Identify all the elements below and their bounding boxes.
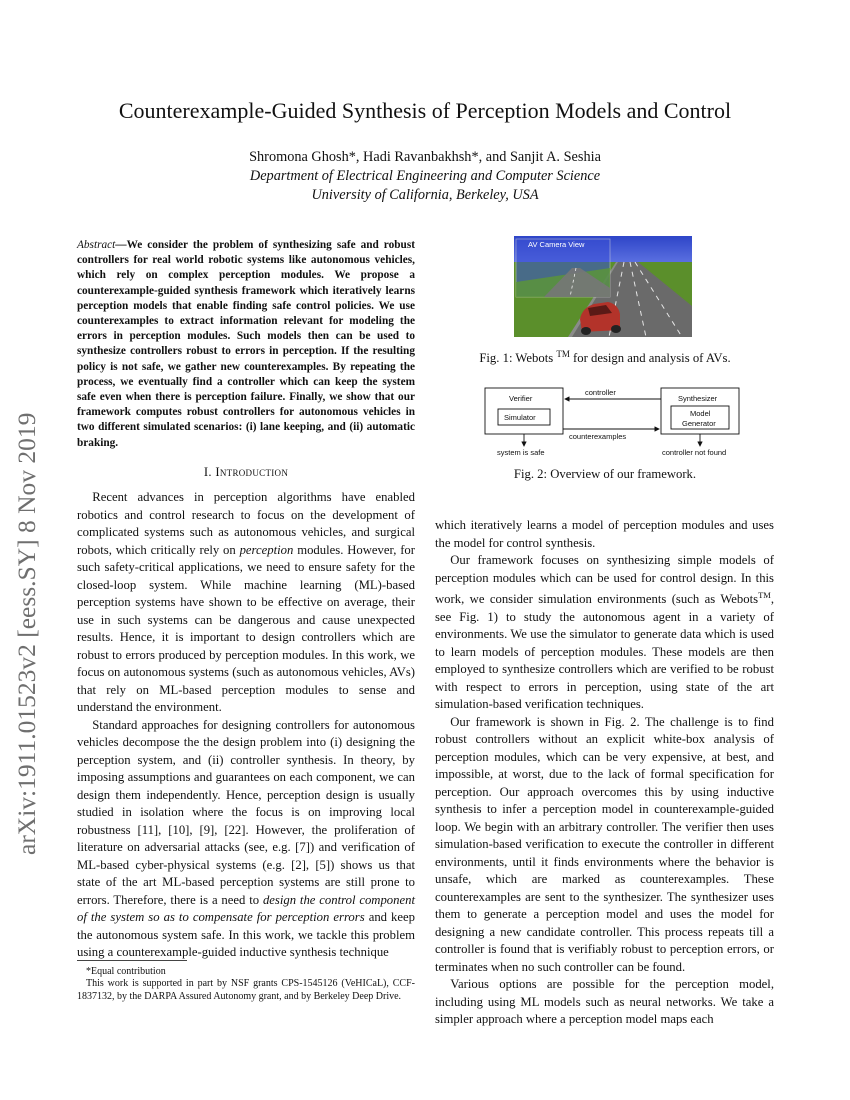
author-list: Shromona Ghosh*, Hadi Ravanbakhsh*, and Sanjit A. Seshia — [249, 149, 601, 165]
camera-view-label: AV Camera View — [528, 240, 585, 249]
paragraph: Recent advances in perception algorithms have enabled robotics and control research to focus on the development of complicated systems such as autonomous vehicles, and surgical robots, which critically rely on perception modules. However, for such safety-critical applications, we need to ensure safety for the closed-loop system. While machine learning (ML)-based perception systems have shown to be effective on average, their use in such systems can be dangerous and cause unexpected results. Hence, it is important to design controllers which are robust to errors produced by perception modules. In this work, we focus on autonomous systems (such as autonomous vehicles, AVs) that rely on ML-based perception modules to sense and understand the environment. — [77, 490, 415, 714]
simulator-label: Simulator — [504, 413, 536, 422]
webots-simulation-image — [514, 236, 692, 337]
section-heading-introduction: I. Introduction — [203, 465, 289, 479]
abstract-lead: Abstract — [77, 239, 116, 251]
footnote: *Equal contribution This work is supported in part by NSF grants CPS-1545126 (VeHICaL), CCF-1837132, by the DARPA Assured Autonomy grant, and by Berkeley Deep Drive. — [77, 966, 415, 1002]
figure2-caption: Fig. 2: Overview of our framework. — [513, 467, 697, 481]
model-generator-label: Model — [690, 409, 711, 418]
verifier-label: Verifier — [509, 394, 533, 403]
paragraph: Various options are possible for the perception model, including using ML models such as neural networks. We take a simpler approach where a perception model maps each — [435, 977, 774, 1027]
system-safe-label: system is safe — [497, 448, 545, 457]
paragraph: Standard approaches for designing controllers for autonomous vehicles decompose the the design problem into (i) designing the perception system, and (ii) controller synthesis. In theory, by imposing assumptions and guarantees on each component, we can design them independently. Hence, perception design is usually studied in isolation where the focus is on improving local robustness [11], [10], [9], [22]. However, the proliferation of literature on adversarial attacks (see, e.g. [7]) and verification of ML-based cyber-physical systems (e.g. [2], [5]) shows us that state of the art ML-based perception systems are still prone to errors. Therefore, there is a need to design the control component of the system so as to compensate for perception errors and keep the autonomous system safe. In this work, we tackle this problem using a counterexample-guided inductive synthesis technique — [77, 717, 415, 959]
counterexamples-arrow-label: counterexamples — [569, 432, 627, 441]
controller-not-found-label: controller not found — [662, 448, 727, 457]
model-generator-label: Generator — [682, 419, 716, 428]
abstract-text: We consider the problem of synthesizing safe and robust controllers for real world robotic systems like autonomous vehicles, which rely on complex perception modules. We propose a counterexample-guided synthesis framework which iteratively learns perception models that enable finding safe control policies. We use counterexamples to extract information relevant for modeling the errors in perception modules. Such models then can be used to synthesize controllers robust to errors in perception. If the resulting policy is not safe, we gather new counterexamples. By repeating the process, we eventually find a controller which can keep the system safe even when there is perception failure. Finally, we show that our framework computes robust controllers for autonomous vehicles in two different simulated scenarios: (i) lane keeping, and (ii) automatic braking. — [77, 239, 415, 449]
figure1-caption: Fig. 1: Webots ™ for design and analysis of AVs. — [479, 349, 731, 366]
paper-title: Counterexample-Guided Synthesis of Perception Models and Control — [118, 98, 732, 123]
footnote-rule — [77, 960, 187, 961]
arxiv-identifier: arXiv:1911.01523v2 [eess.SY] 8 Nov 2019 — [12, 412, 41, 855]
synthesizer-label: Synthesizer — [678, 394, 718, 403]
paragraph: Our framework is shown in Fig. 2. The challenge is to find robust controllers without an explicit white-box analysis of perception modules, which can be very expensive, at best, and impossible, at worst, due to the lack of formal specification for perception. Our approach overcomes this by using inductive synthesis to infer a perception model in counterexample-guided loop. We begin with an arbitrary controller. The verifier then uses simulation-based verification to execute the controller in different environments, until it finds environments where the behavior is unsafe, which are marked as counterexamples. These counterexamples are sent to the synthesizer. The synthesizer uses them to generate a perception model and uses the model for designing a new candidate controller. This process repeats till a controller is found that is verifiably robust to perception errors, or terminates when no such controller can be found. — [435, 714, 774, 974]
paragraph: which iteratively learns a model of perception modules and uses the model for control synthesis. — [435, 518, 774, 550]
affiliation-department: Department of Electrical Engineering and Computer Science — [249, 168, 601, 184]
affiliation-university: University of California, Berkeley, USA — [311, 187, 539, 203]
framework-diagram — [483, 384, 743, 458]
abstract: Abstract—We consider the problem of synthesizing safe and robust controllers for real world robotic systems like autonomous vehicles, which rely on complex perception modules. We propose a counterexample-guided synthesis framework which iteratively learns perception models that enable finding safe control policies. We use counterexamples to extract information relevant for modeling the errors in perception modules. Such models then can be used to synthesize controllers robust to errors in perception. If the resulting policy is not safe, we gather new counterexamples. By repeating the process, we eventually find a controller which can keep the system safe even when there is perception failure. Finally, we show that our framework computes robust controllers for autonomous vehicles in two different simulated scenarios: (i) lane keeping, and (ii) automatic braking. — [77, 239, 415, 449]
left-column-body — [77, 489, 415, 962]
controller-arrow-label: controller — [585, 388, 616, 397]
paragraph: Our framework focuses on synthesizing simple models of perception modules which can be used for control design. In this work, we consider simulation environments (such as Webots™, see Fig. 1) to study the autonomous agent in a variety of environments. We use the simulator to generate data which is used to learn models of perception modules. These models are then employed to synthesize controllers which are verified to be robust with respect to errors in perception, using state of the art simulation-based verification techniques. — [435, 553, 774, 712]
right-column-body — [435, 517, 774, 1029]
